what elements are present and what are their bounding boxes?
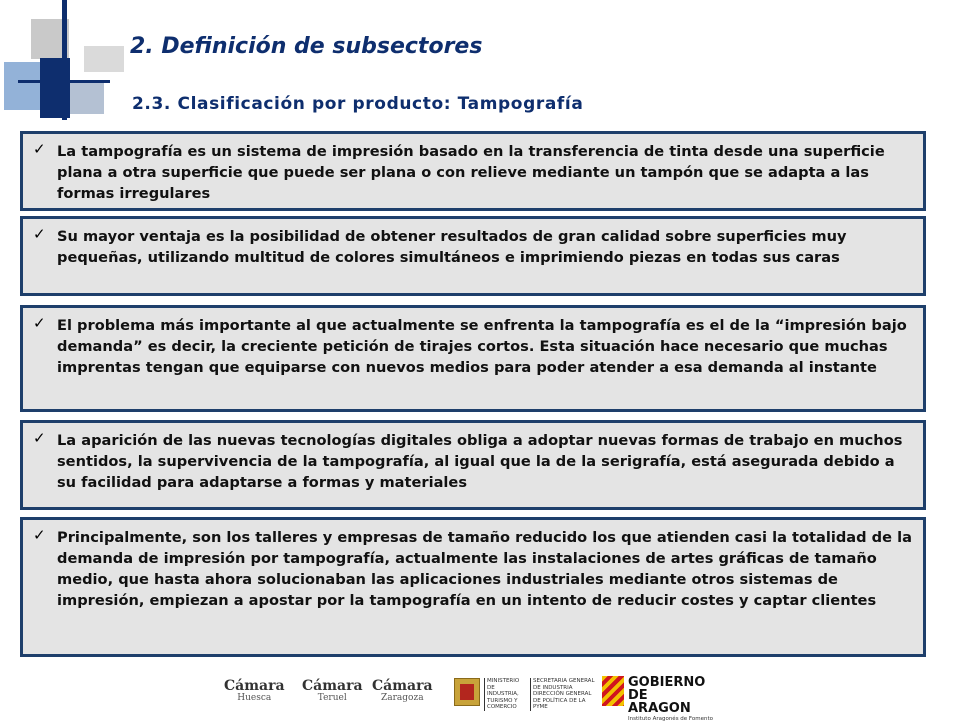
- checkmark-icon: ✓: [33, 225, 46, 243]
- logo-city: Zaragoza: [380, 693, 424, 703]
- decor-square-lightblue: [4, 62, 42, 110]
- checkmark-icon: ✓: [33, 429, 46, 447]
- spain-coat-of-arms-icon: [454, 678, 480, 706]
- aragon-line2: DE ARAGON: [628, 688, 691, 716]
- ministry-name: MINISTERIO DE INDUSTRIA, TURISMO Y COMERCIO: [484, 678, 527, 711]
- bullet-box-companies: [20, 517, 926, 657]
- bullet-box-digital: [20, 420, 926, 510]
- decor-horizontal-line: [18, 80, 110, 83]
- coat-of-arms-shield: [460, 684, 474, 700]
- aragon-flag-icon: [602, 676, 624, 706]
- checkmark-icon: ✓: [33, 140, 46, 158]
- decor-square-gray-light: [84, 46, 124, 72]
- checkmark-icon: ✓: [33, 526, 46, 544]
- decor-vertical-line: [62, 0, 67, 120]
- logo-city: Huesca: [237, 693, 272, 703]
- bullet-box-problem: [20, 305, 926, 412]
- logo-city: Teruel: [317, 693, 347, 703]
- bullet-text: Principalmente, son los talleres y empresas de tamaño reducido los que atienden casi la totalidad de la demanda de impresión por tampografía, actualmente las instalaciones de artes gráficas de tamaño medio, que hasta ahora solucionaban las aplicaciones industriales mediante otros sistemas de impresión, empiezan a apostar por la tampografía en un intento de reducir costes y captar clientes: [57, 529, 912, 609]
- page-title: 2. Definición de subsectores: [130, 34, 483, 59]
- logo-name: Cámara: [302, 678, 363, 694]
- page-subtitle: 2.3. Clasificación por producto: Tampografía: [132, 94, 584, 114]
- bullet-text: El problema más importante al que actualmente se enfrenta la tampografía es el de la “impresión bajo demanda” es decir, la creciente petición de tirajes cortos. Esta situación hace necesario que muchas imprentas tengan que equiparse con nuevos medios para poder atender a esa demanda al instante: [57, 317, 907, 376]
- aragon-subtitle: Instituto Aragonés de Fomento: [628, 716, 714, 722]
- camara-teruel-logo: [302, 678, 363, 703]
- logo-name: Cámara: [372, 678, 433, 694]
- checkmark-icon: ✓: [33, 314, 46, 332]
- camara-huesca-logo: [224, 678, 285, 703]
- gobierno-aragon-logo: [628, 676, 714, 722]
- bullet-text: Su mayor ventaja es la posibilidad de obtener resultados de gran calidad sobre superficies muy pequeñas, utilizando multitud de colores simultáneos e imprimiendo piezas en todas sus caras: [57, 228, 847, 266]
- bullet-box-definition: [20, 131, 926, 211]
- aragon-line1: GOBIERNO: [628, 675, 706, 690]
- bullet-text: La tampografía es un sistema de impresión basado en la transferencia de tinta desde una superficie plana a otra superficie que puede ser plana o con relieve mediante un tampón que se adapta a las formas irregulares: [57, 143, 885, 202]
- decor-square-bluegray: [70, 82, 104, 114]
- bullet-text: La aparición de las nuevas tecnologías digitales obliga a adoptar nuevas formas de trabajo en muchos sentidos, la supervivencia de la tampografía, al igual que la de la serigrafía, está asegurada debido a su facilidad para adaptarse a formas y materiales: [57, 432, 903, 491]
- logo-name: Cámara: [224, 678, 285, 694]
- footer-logos: [224, 672, 714, 722]
- camara-zaragoza-logo: [372, 678, 433, 703]
- bullet-box-advantage: [20, 216, 926, 296]
- ministry-department: SECRETARIA GENERAL DE INDUSTRIA DIRECCIÓN GENERAL DE POLÍTICA DE LA PYME: [530, 678, 595, 711]
